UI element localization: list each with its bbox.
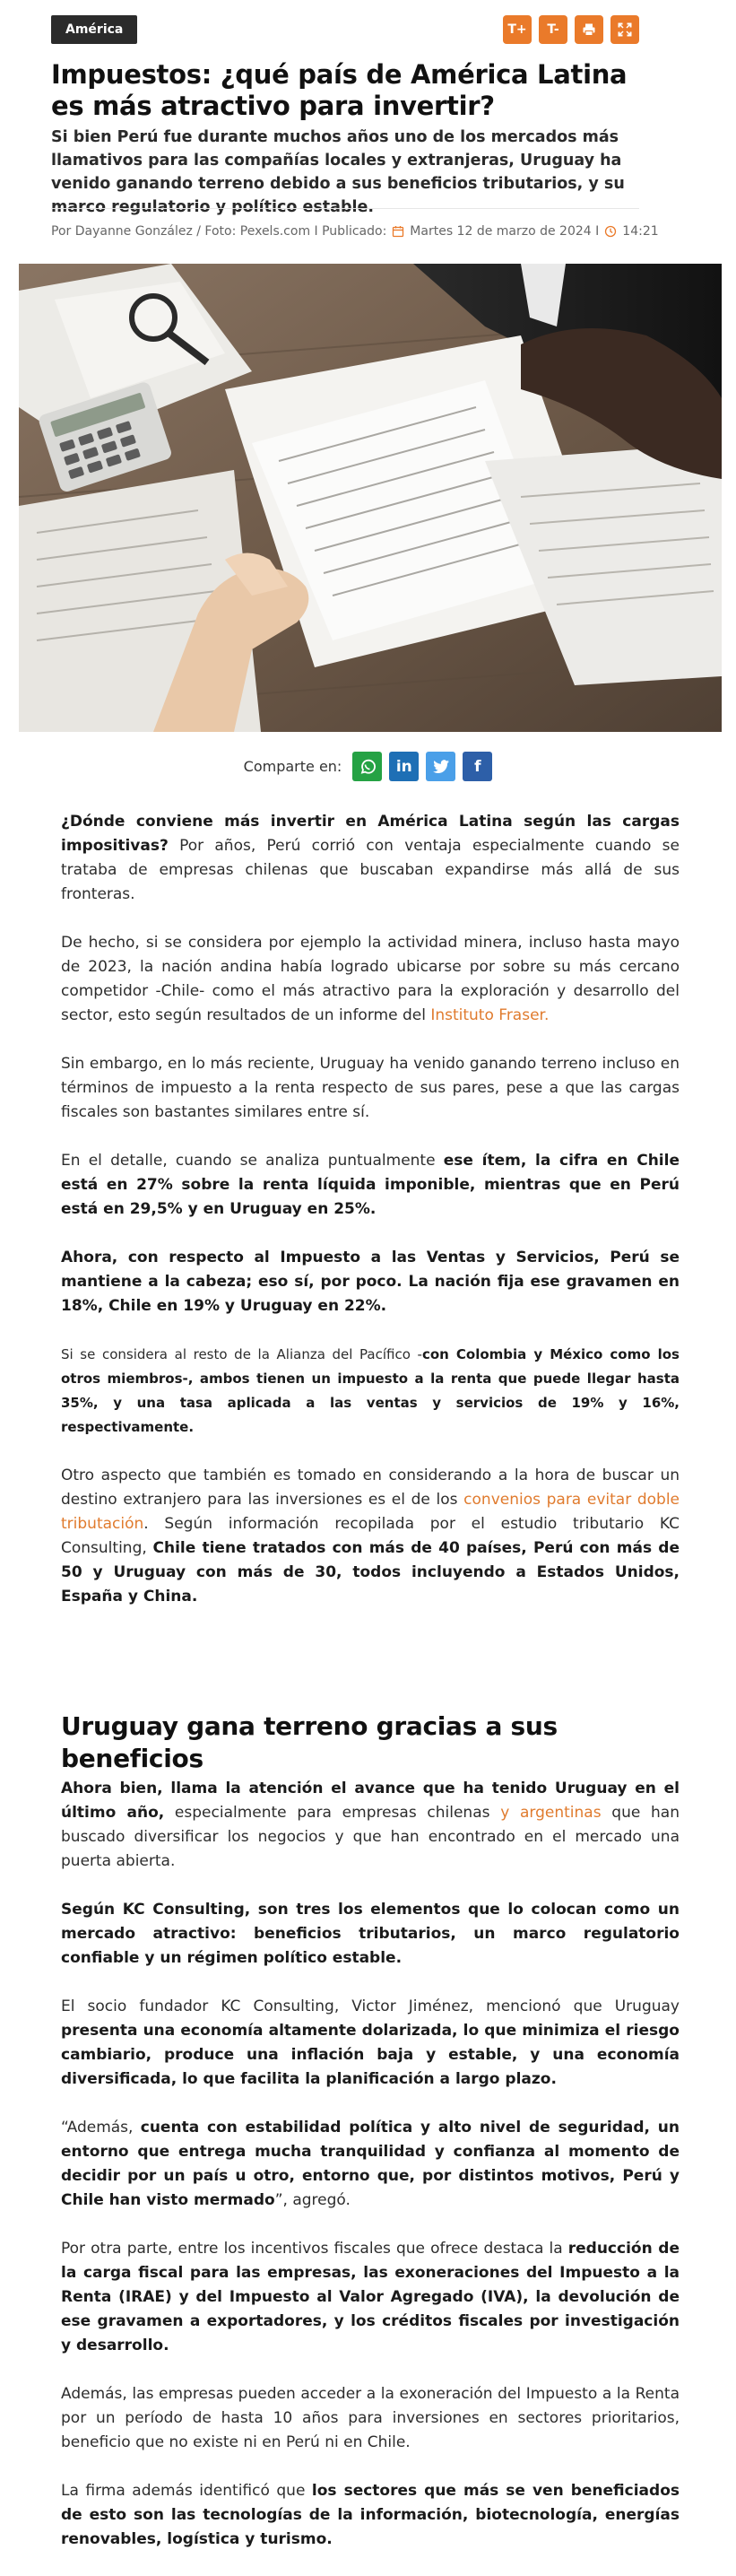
paragraph	[61, 2116, 680, 2213]
paragraph-text: Si se considera al resto de la Alianza del Pacífico -	[61, 1346, 422, 1362]
hero-image	[19, 264, 722, 732]
byline: Por Dayanne González / Foto: Pexels.com I Publicado:	[51, 224, 387, 239]
paragraph-text: Por años, Perú corrió con ventaja especialmente cuando se trataba de empresas chilenas que buscaban expandirse más allá de sus fronteras.	[61, 837, 680, 903]
calendar-icon	[392, 225, 404, 238]
paragraph	[61, 1343, 680, 1440]
paragraph-text: De hecho, si se considera por ejemplo la actividad minera, incluso hasta mayo de 2023, la nación andina había logrado ubicarse por sobre su más cercano competidor -Chile- como el más atractivo para la exploración y desarrollo del sector, esto según resultados de un informe del	[61, 934, 680, 1024]
print-icon	[582, 22, 596, 37]
paragraph: Además, las empresas pueden acceder a la exoneración del Impuesto a la Renta por un período de hasta 10 años para inversiones en sectores prioritarios, beneficio que no existe ni en Perú ni en Chile.	[61, 2385, 680, 2451]
divider	[51, 208, 639, 209]
publish-time: 14:21	[622, 224, 659, 239]
paragraph-bold: Ahora bien, llama la atención el avance que ha tenido Uruguay en el último año,	[61, 1780, 680, 1822]
print-button[interactable]	[575, 15, 603, 44]
paragraph-text: “Además,	[61, 2119, 141, 2137]
paragraph	[61, 2479, 680, 2552]
paragraph-text: La firma además identificó que	[61, 2482, 312, 2500]
paragraph-text: El socio fundador KC Consulting, Victor Jiménez, mencionó que Uruguay	[61, 1997, 680, 2015]
paragraph	[61, 1464, 680, 1609]
share-bar	[0, 752, 736, 781]
fullscreen-button[interactable]	[610, 15, 639, 44]
paragraph-text: ”, agregó.	[274, 2191, 351, 2209]
paragraph	[61, 1995, 680, 2092]
font-increase-button[interactable]: T+	[503, 15, 532, 44]
article-toolbar	[51, 15, 639, 46]
paragraph: Sin embargo, en lo más reciente, Uruguay ha venido ganando terreno incluso en términos de impuesto a la renta respecto de sus pares, pese a que las cargas fiscales son bastantes similares entre sí.	[61, 1055, 680, 1121]
paragraph-bold: con Colombia y México como los otros miembros-, ambos tienen un impuesto a la renta que puede llegar hasta 35%, y una tasa aplicada a las ventas y servicios de 19% y 16%, respectivamente.	[61, 1346, 680, 1435]
paragraph-bold: reducción de la carga fiscal para las empresas, las exoneraciones del Impuesto a la Renta (IRAE) y del Impuesto al Valor Agregado (IVA), la devolución de ese gravamen a exportadores, y los créditos fiscales por investigación y desarrollo.	[61, 2240, 680, 2354]
paragraph-text: que han buscado diversificar los negocios y que han encontrado en el mercado una puerta abierta.	[61, 1804, 680, 1870]
paragraph	[61, 931, 680, 1028]
article-meta	[51, 224, 679, 239]
paragraph-text: . Según información recopilada por el estudio tributario KC Consulting,	[61, 1515, 680, 1557]
article-body	[61, 810, 680, 2576]
twitter-icon	[432, 759, 450, 775]
paragraph	[61, 1777, 680, 1874]
article-title: Impuestos: ¿qué país de América Latina es más atractivo para invertir?	[51, 59, 628, 121]
paragraph-text: especialmente para empresas chilenas	[164, 1804, 501, 1822]
article-lead: Si bien Perú fue durante muchos años uno de los mercados más llamativos para las compañías locales y extranjeras, Uruguay ha venido ganando terreno debido a sus beneficios tributarios, y su marco regulatorio y político estable.	[51, 128, 625, 216]
paragraph-bold: cuenta con estabilidad política y alto nivel de seguridad, un entorno que entrega mucha tranquilidad y confianza al momento de decidir por un país u otro, entorno que, por distintos motivos, Perú y Chile han visto mermado	[61, 2119, 680, 2209]
double-taxation-link[interactable]: convenios para evitar doble tributación	[61, 1491, 680, 1533]
expand-icon	[618, 22, 632, 37]
category-badge[interactable]: América	[51, 15, 137, 44]
paragraph	[61, 1149, 680, 1222]
spacer	[61, 1633, 680, 1710]
paragraph	[61, 810, 680, 907]
whatsapp-share-button[interactable]	[352, 752, 382, 781]
instituto-fraser-link[interactable]: Instituto Fraser.	[430, 1006, 550, 1024]
share-label: Comparte en:	[243, 758, 342, 775]
publish-date: Martes 12 de marzo de 2024 I	[410, 224, 600, 239]
linkedin-share-button[interactable]: in	[389, 752, 419, 781]
facebook-share-button[interactable]: f	[463, 752, 492, 781]
whatsapp-icon	[359, 758, 377, 776]
paragraph-bold: ese ítem, la cifra en Chile está en 27% sobre la renta líquida imponible, mientras que en Perú está en 29,5% y en Uruguay en 25%.	[61, 1152, 680, 1218]
paragraph-text: Otro aspecto que también es tomado en considerando a la hora de buscar un destino extranjero para las inversiones es el de los	[61, 1466, 680, 1509]
argentinas-link[interactable]: y argentinas	[500, 1804, 602, 1822]
clock-icon	[604, 225, 617, 238]
paragraph	[61, 1246, 680, 1318]
paragraph-bold: presenta una economía altamente dolarizada, lo que minimiza el riesgo cambiario, produce una inflación baja y estable, y una economía diversificada, lo que facilita la planificación a largo plazo.	[61, 2022, 680, 2088]
paragraph-text: En el detalle, cuando se analiza puntualmente	[61, 1152, 444, 1170]
section-heading: Uruguay gana terreno gracias a sus beneficios	[61, 1711, 558, 1773]
paragraph	[61, 1898, 680, 1971]
paragraph-bold: Chile tiene tratados con más de 40 países, Perú con más de 50 y Uruguay con más de 30, todos incluyendo a Estados Unidos, España y China.	[61, 1539, 680, 1606]
paragraph	[61, 2237, 680, 2358]
font-decrease-button[interactable]: T-	[539, 15, 567, 44]
twitter-share-button[interactable]	[426, 752, 455, 781]
paragraph-bold: ¿Dónde conviene más invertir en América Latina según las cargas impositivas?	[61, 813, 680, 855]
article-tools	[503, 15, 639, 44]
paragraph-bold: Según KC Consulting, son tres los elementos que lo colocan como un mercado atractivo: beneficios tributarios, un marco regulatorio confiable y un régimen político estable.	[61, 1901, 680, 1967]
paragraph-bold: Ahora, con respecto al Impuesto a las Ventas y Servicios, Perú se mantiene a la cabeza; eso sí, por poco. La nación fija ese gravamen en 18%, Chile en 19% y Uruguay en 22%.	[61, 1249, 680, 1315]
paragraph-bold: los sectores que más se ven beneficiados de esto son las tecnologías de la información, biotecnología, energías renovables, logística y turismo.	[61, 2482, 680, 2548]
paragraph-text: Por otra parte, entre los incentivos fiscales que ofrece destaca la	[61, 2240, 568, 2258]
